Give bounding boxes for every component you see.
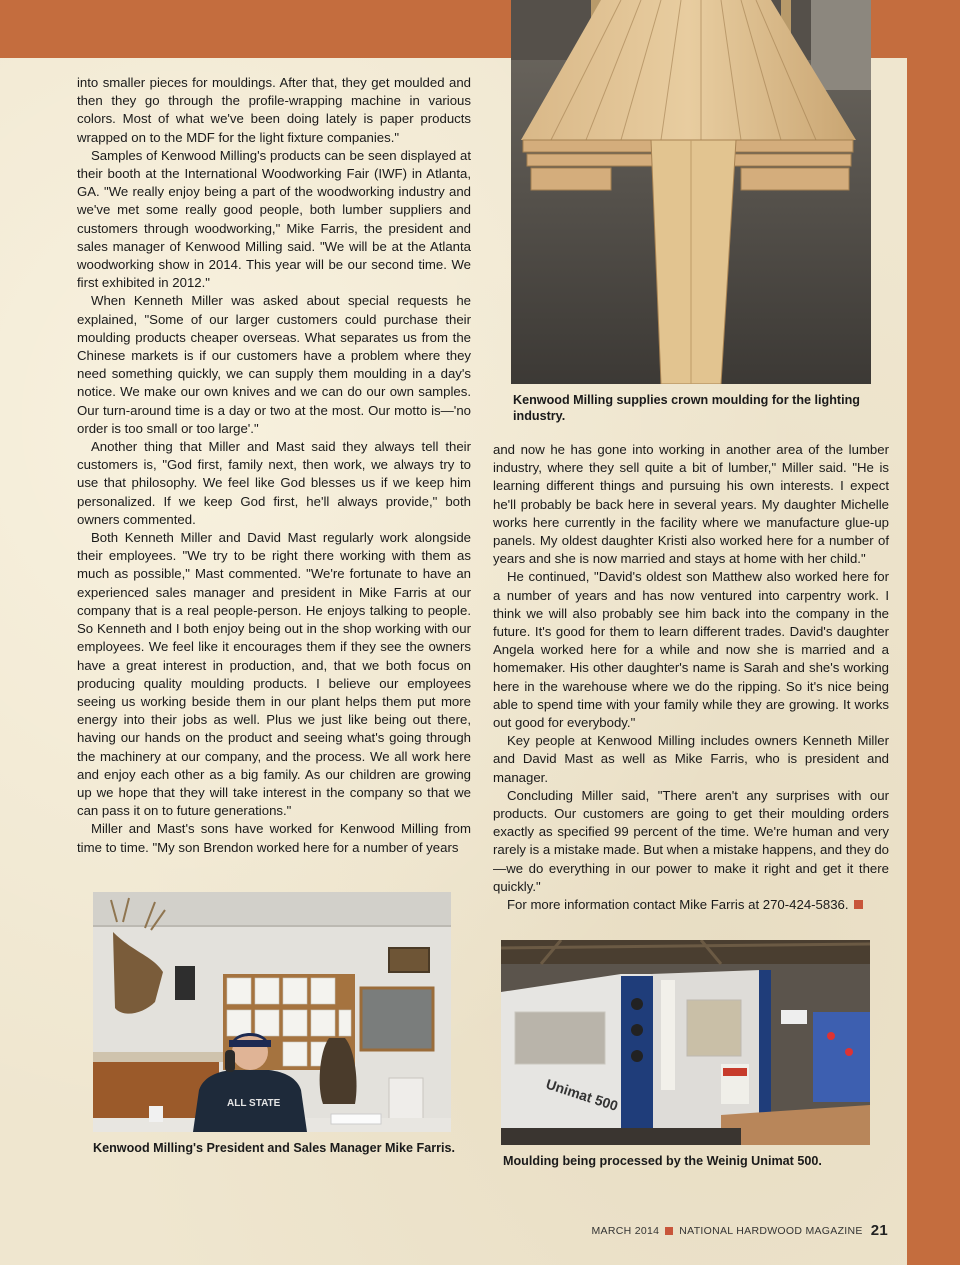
paragraph: Another thing that Miller and Mast said they always tell their customers is, "God first, family next, then work, we always try to use that philosophy. We feel like God blesses us if we keep him personalized. If we keep God first, he'll always provide," both owners commented. [77, 439, 471, 527]
president-office-image [93, 892, 451, 1132]
paragraph-closing [493, 896, 889, 914]
page-number: 21 [870, 1222, 888, 1239]
unimat-machine-image [501, 940, 870, 1145]
footer-date: MARCH 2014 [591, 1224, 660, 1237]
paragraph: Key people at Kenwood Milling includes owners Kenneth Miller and David Mast as well as Mike Farris, who is president and manager. [493, 733, 889, 785]
end-mark-icon [854, 900, 863, 909]
article-left-column [77, 74, 471, 857]
paragraph: Both Kenneth Miller and David Mast regularly work alongside their employees. "We try to be right there working with them as much as possible," Mast commented. "We're fortunate to have an experienced sales manager and president in Mike Farris at our company that is a real people-person. He enjoys talking to people. So Kenneth and I both enjoy being out in the shop working with our employees. We feel like it encourages them if they see the owners have a great interest in production, and, that we both focus on producing quality moulding products. I believe our employees seeing us working beside them in our plant helps them put more energy into their jobs as well. Plus we just like being out there, having our hands on the product and seeing what's going through the machinery at our company, and the process. We all work here and enjoy each other as a big family. As our children are growing up we hope that they will take interest in the company so that we can pass it on to future generations." [77, 530, 471, 819]
caption-president: Kenwood Milling's President and Sales Manager Mike Farris. [93, 1141, 456, 1155]
paragraph: Samples of Kenwood Milling's products can be seen displayed at their booth at the International Woodworking Fair (IWF) in Atlanta, GA. "We really enjoy being a part of the woodworking industry and we've met some really good people, both lumber suppliers and customers through woodworking," Mike Farris, the president and sales manager of Kenwood Milling said. "We will be at the Atlanta woodworking show in 2014. This year will be our second time. We first exhibited in 2012." [77, 147, 471, 291]
contact-text: For more information contact Mike Farris at 270-424-5836. [507, 897, 849, 913]
shirt-text: ALL STATE [227, 1098, 281, 1109]
paragraph: Miller and Mast's sons have worked for Kenwood Milling from time to time. "My son Brendon worked here for a number of years [77, 821, 471, 855]
photo-unimat [501, 940, 870, 1145]
paragraph: into smaller pieces for mouldings. After that, they get moulded and then they go through the profile-wrapping machine in various colors. Most of what we've been doing lately is paper products wrapped on to the MDF for the light fixture companies." [77, 75, 471, 145]
paragraph: He continued, "David's oldest son Matthew also worked here for a number of years and has now ventured into carpentry work. I think we will also probably see him back into the company in the future. It's good for them to learn different trades. David's daughter Angela worked here for a while and now she is married and a homemaker. His other daughter's name is Sarah and she's working here in the warehouse where we do the ripping. So it's nice being able to spend time with your family while they are growing. It works out good for everybody." [493, 569, 889, 731]
caption-unimat: Moulding being processed by the Weinig Unimat 500. [503, 1154, 822, 1168]
caption-crown-moulding: Kenwood Milling supplies crown moulding for the lighting industry. [513, 393, 861, 423]
paragraph: and now he has gone into working in another area of the lumber industry, where they sell quite a bit of lumber," Miller said. "He is learning different things and pursuing his own interests. I expect he'll probably be back here in several years. My daughter Michelle works here currently in the facility where we manufacture glue-up panels. My oldest daughter Kristi also worked here for a number of years and she is now married and stays at home with her child." [493, 442, 889, 567]
photo-crown-moulding [511, 0, 871, 384]
paragraph: Concluding Miller said, "There aren't any surprises with our products. Our customers are going to get their moulding orders exactly as specified 99 percent of the time. We're human and very rarely is a mistake made. But when a mistake happens, and they do—we do everything in our power to make it right and get it there quickly." [493, 787, 889, 894]
photo-president [93, 892, 451, 1132]
footer-separator-icon [665, 1227, 673, 1235]
article-right-column [493, 441, 889, 914]
paragraph: When Kenneth Miller was asked about special requests he explained, "Some of our larger customers could purchase their moulding products cheaper overseas. What separates us from the Chinese markets is if our customers have a problem where they need something quickly, we can supply them moulding in a day's notice. We make our own knives and we can do our own samples. Our turn-around time is a day or two at the most. Our motto is—'no order is too small or too large'." [77, 293, 471, 436]
machine-brand-text: Unimat 500 [544, 1075, 621, 1114]
footer-publication: NATIONAL HARDWOOD MAGAZINE [679, 1224, 863, 1237]
crown-moulding-image [511, 0, 871, 384]
page-footer [592, 1222, 888, 1239]
